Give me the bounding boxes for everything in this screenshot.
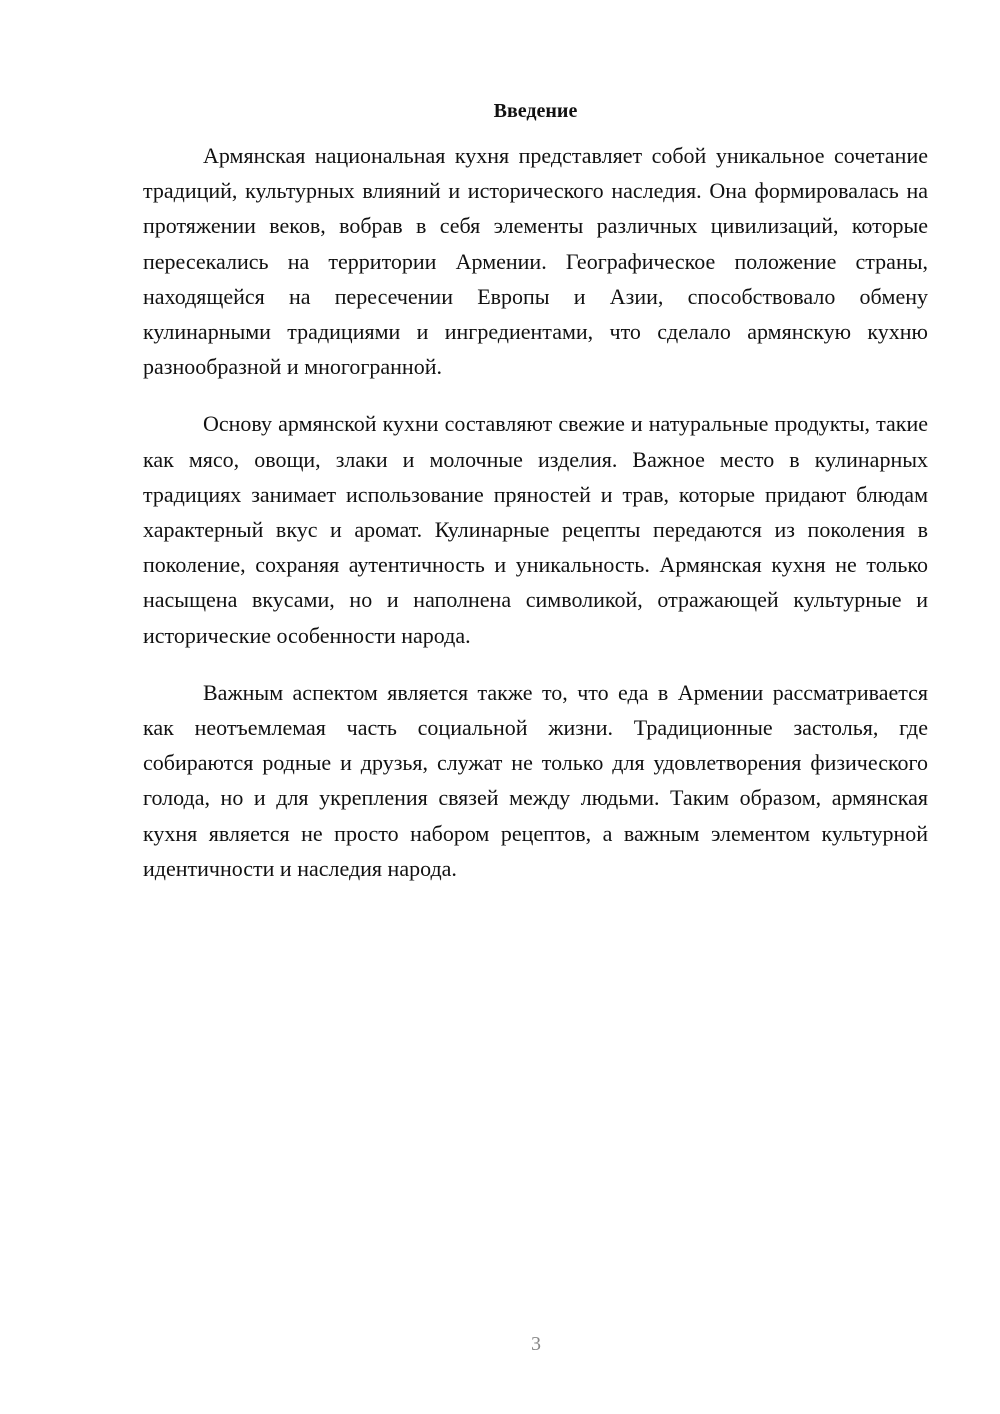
page-number: 3 <box>531 1333 541 1355</box>
paragraph-3: Важным аспектом является также то, что еда в Армении рассматривается как неотъемлемая часть социальной жизни. Традиционные застолья, где собираются родные и друзья, служат не только для удовлетворения физического голода, но и для укрепления связей между людьми. Таким образом, армянская кухня является не просто набором рецептов, а важным элементом культурной идентичности и наследия народа. <box>143 679 928 881</box>
paragraph-2: Основу армянской кухни составляют свежие и натуральные продукты, такие как мясо, овощи, злаки и молочные изделия. Важное место в кулинарных традициях занимает использование пряностей и трав, которые придают блюдам характерный вкус и аромат. Кулинарные рецепты передаются из поколения в поколение, сохраняя аутентичность и уникальность. Армянская кухня не только насыщена вкусами, но и наполнена символикой, отражающей культурные и исторические особенности народа. <box>143 411 928 648</box>
section-title: Введение <box>493 100 578 122</box>
page-content <box>143 96 928 908</box>
paragraph-1: Армянская национальная кухня представляет собой уникальное сочетание традиций, культурных влияний и исторического наследия. Она формировалась на протяжении веков, вобрав в себя элементы различных цивилизаций, которые пересекались на территории Армении. Географическое положение страны, находящейся на пересечении Европы и Азии, способствовало обмену кулинарными традициями и ингредиентами, что сделало армянскую кухню разнообразной и многогранной. <box>143 143 928 380</box>
